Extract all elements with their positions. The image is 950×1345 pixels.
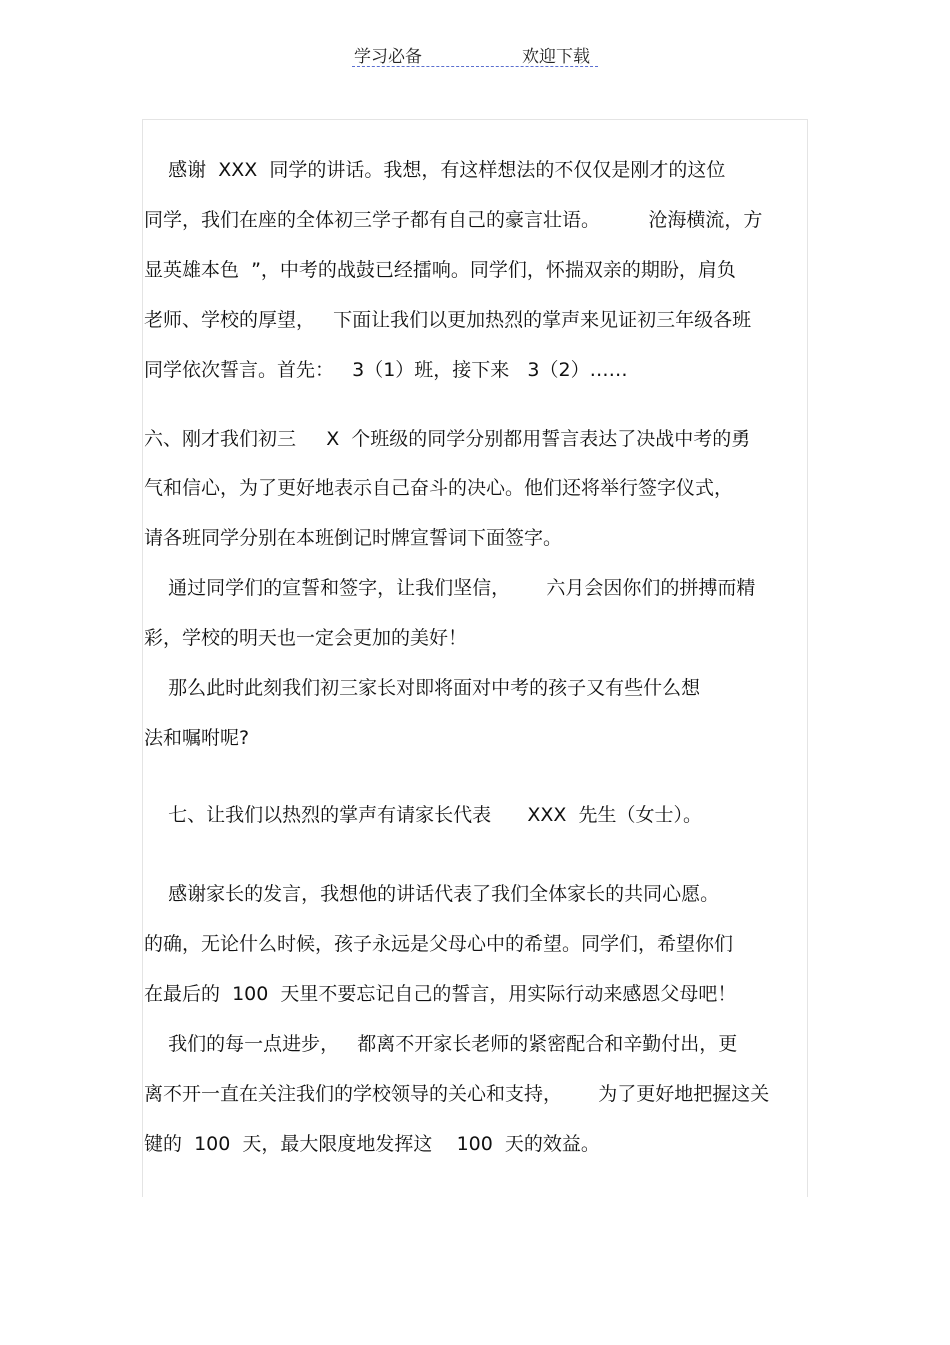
body-line: 同学，我们在座的全体初三学子都有自己的豪言壮语。 沧海横流，方 xyxy=(144,209,763,231)
body-line: 老师、学校的厚望， 下面让我们以更加热烈的掌声来见证初三年级各班 xyxy=(144,309,752,331)
header-right-text: 欢迎下载 xyxy=(522,47,590,67)
body-line: 显英雄本色 ”，中考的战鼓已经擂响。同学们，怀揣双亲的期盼，肩负 xyxy=(144,259,736,281)
body-line: 在最后的 100 天里不要忘记自己的誓言，用实际行动来感恩父母吧！ xyxy=(144,983,737,1005)
body-line: 六、刚才我们初三 X 个班级的同学分别都用誓言表达了决战中考的勇 xyxy=(144,428,751,450)
page-header xyxy=(352,40,598,67)
body-line: 气和信心，为了更好地表示自己奋斗的决心。他们还将举行签字仪式， xyxy=(144,477,734,499)
body-line: 我们的每一点进步， 都离不开家长老师的紧密配合和辛勤付出，更 xyxy=(144,1033,738,1055)
body-line: 彩，学校的明天也一定会更加的美好！ xyxy=(144,627,468,649)
body-line: 感谢 XXX 同学的讲话。我想，有这样想法的不仅仅是刚才的这位 xyxy=(144,159,726,181)
body-line: 同学依次誓言。首先： 3（1）班，接下来 3（2）…… xyxy=(144,359,628,381)
body-line: 感谢家长的发言，我想他的讲话代表了我们全体家长的共同心愿。 xyxy=(144,883,720,905)
body-line: 通过同学们的宣誓和签字，让我们坚信， 六月会因你们的拼搏而精 xyxy=(144,577,756,599)
body-line: 那么此时此刻我们初三家长对即将面对中考的孩子又有些什么想 xyxy=(144,677,701,699)
body-line: 七、让我们以热烈的掌声有请家长代表 XXX 先生（女士）。 xyxy=(144,804,703,826)
body-line: 法和嘱咐呢? xyxy=(144,727,250,749)
body-line: 离不开一直在关注我们的学校领导的关心和支持， 为了更好地把握这关 xyxy=(144,1083,770,1105)
header-left-text: 学习必备 xyxy=(354,47,422,67)
body-line: 键的 100 天，最大限度地发挥这 100 天的效益。 xyxy=(144,1133,600,1155)
body-line: 的确，无论什么时候，孩子永远是父母心中的希望。同学们，希望你们 xyxy=(144,933,734,955)
body-line: 请各班同学分别在本班倒记时牌宣誓词下面签字。 xyxy=(144,527,563,549)
